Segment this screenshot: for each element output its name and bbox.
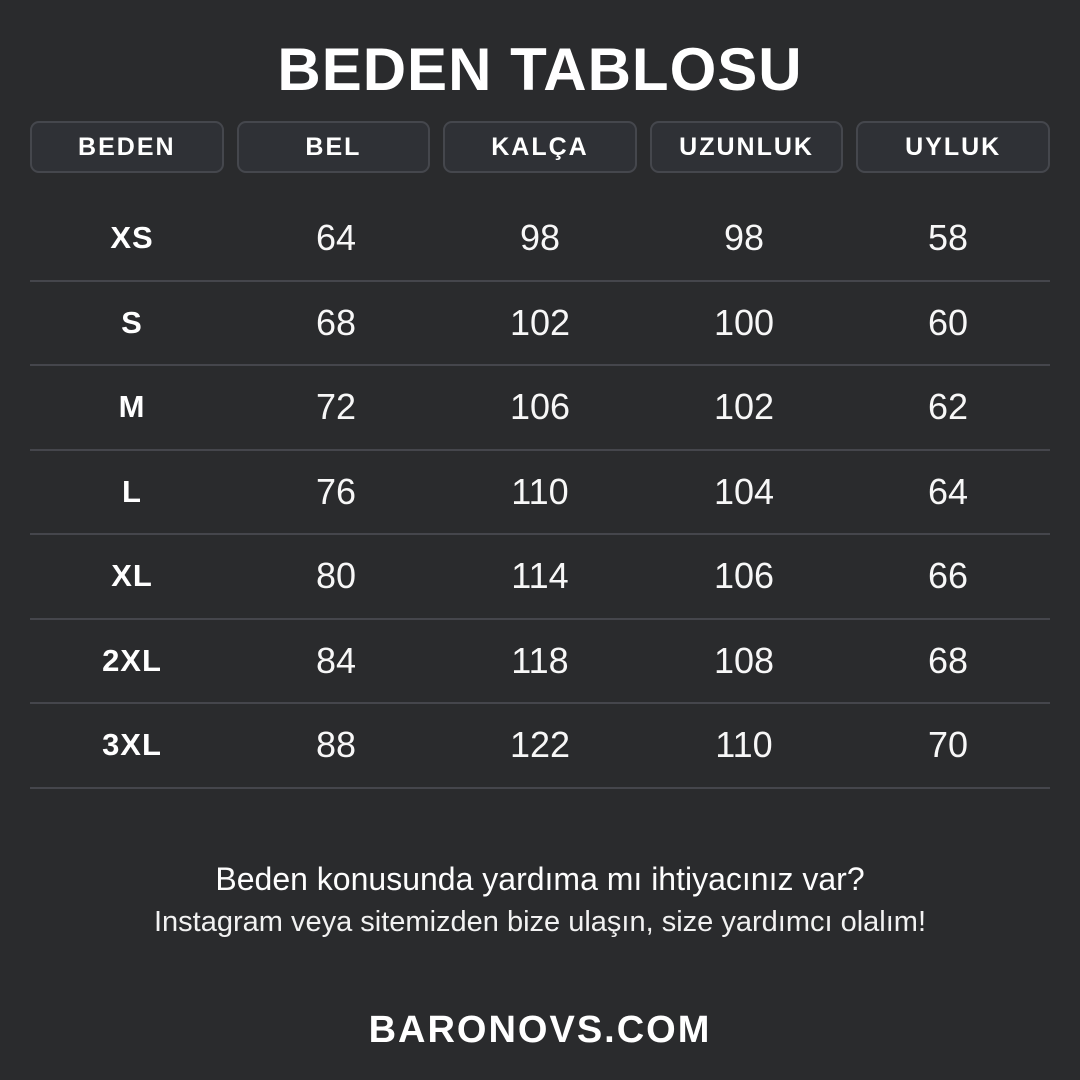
- value-cell: 108: [713, 639, 775, 681]
- help-text: [0, 857, 1080, 943]
- value-cell: 114: [511, 555, 569, 597]
- value-cell: 98: [519, 217, 561, 259]
- size-cell: 3XL: [102, 727, 162, 763]
- page-title: BEDEN TABLOSU: [277, 36, 803, 103]
- table-row-s: [30, 282, 1050, 367]
- table-row-3xl: [30, 704, 1050, 789]
- column-header-beden: BEDEN: [30, 121, 224, 173]
- size-cell: XS: [110, 220, 154, 256]
- table-column-headers: [30, 121, 1050, 173]
- value-cell: 98: [723, 217, 765, 259]
- column-header-uzunluk: UZUNLUK: [650, 121, 844, 173]
- value-cell: 122: [509, 724, 571, 766]
- value-cell: 84: [315, 639, 357, 681]
- size-cell: 2XL: [102, 642, 162, 678]
- value-cell: 66: [927, 555, 969, 597]
- value-cell: 68: [927, 639, 969, 681]
- table-row-2xl: [30, 620, 1050, 705]
- value-cell: 60: [927, 301, 969, 343]
- size-cell: M: [118, 389, 146, 425]
- help-text-line1: Beden konusunda yardıma mı ihtiyacınız var?: [215, 860, 865, 897]
- value-cell: 58: [927, 217, 969, 259]
- help-text-line2: Instagram veya sitemizden bize ulaşın, size yardımcı olalım!: [153, 905, 927, 938]
- value-cell: 64: [927, 470, 969, 512]
- table-row-xs: [30, 197, 1050, 282]
- value-cell: 62: [927, 386, 969, 428]
- size-cell: L: [122, 473, 142, 509]
- size-table: [30, 197, 1050, 789]
- column-header-kalca: KALÇA: [443, 121, 637, 173]
- value-cell: 102: [713, 386, 775, 428]
- value-cell: 72: [315, 386, 357, 428]
- brand-text: BARONOVS.COM: [368, 1008, 712, 1051]
- value-cell: 70: [927, 724, 969, 766]
- column-header-bel: BEL: [237, 121, 431, 173]
- size-cell: XL: [111, 558, 153, 594]
- value-cell: 80: [315, 555, 357, 597]
- value-cell: 110: [715, 724, 773, 766]
- value-cell: 76: [315, 470, 357, 512]
- value-cell: 88: [315, 724, 357, 766]
- value-cell: 100: [713, 301, 775, 343]
- value-cell: 104: [713, 470, 775, 512]
- value-cell: 64: [315, 217, 357, 259]
- table-row-xl: [30, 535, 1050, 620]
- column-header-uyluk: UYLUK: [856, 121, 1050, 173]
- value-cell: 118: [511, 639, 569, 681]
- table-row-m: [30, 366, 1050, 451]
- value-cell: 102: [509, 301, 571, 343]
- size-cell: S: [121, 304, 143, 340]
- table-row-l: [30, 451, 1050, 536]
- value-cell: 106: [713, 555, 775, 597]
- value-cell: 106: [509, 386, 571, 428]
- value-cell: 110: [511, 470, 569, 512]
- value-cell: 68: [315, 301, 357, 343]
